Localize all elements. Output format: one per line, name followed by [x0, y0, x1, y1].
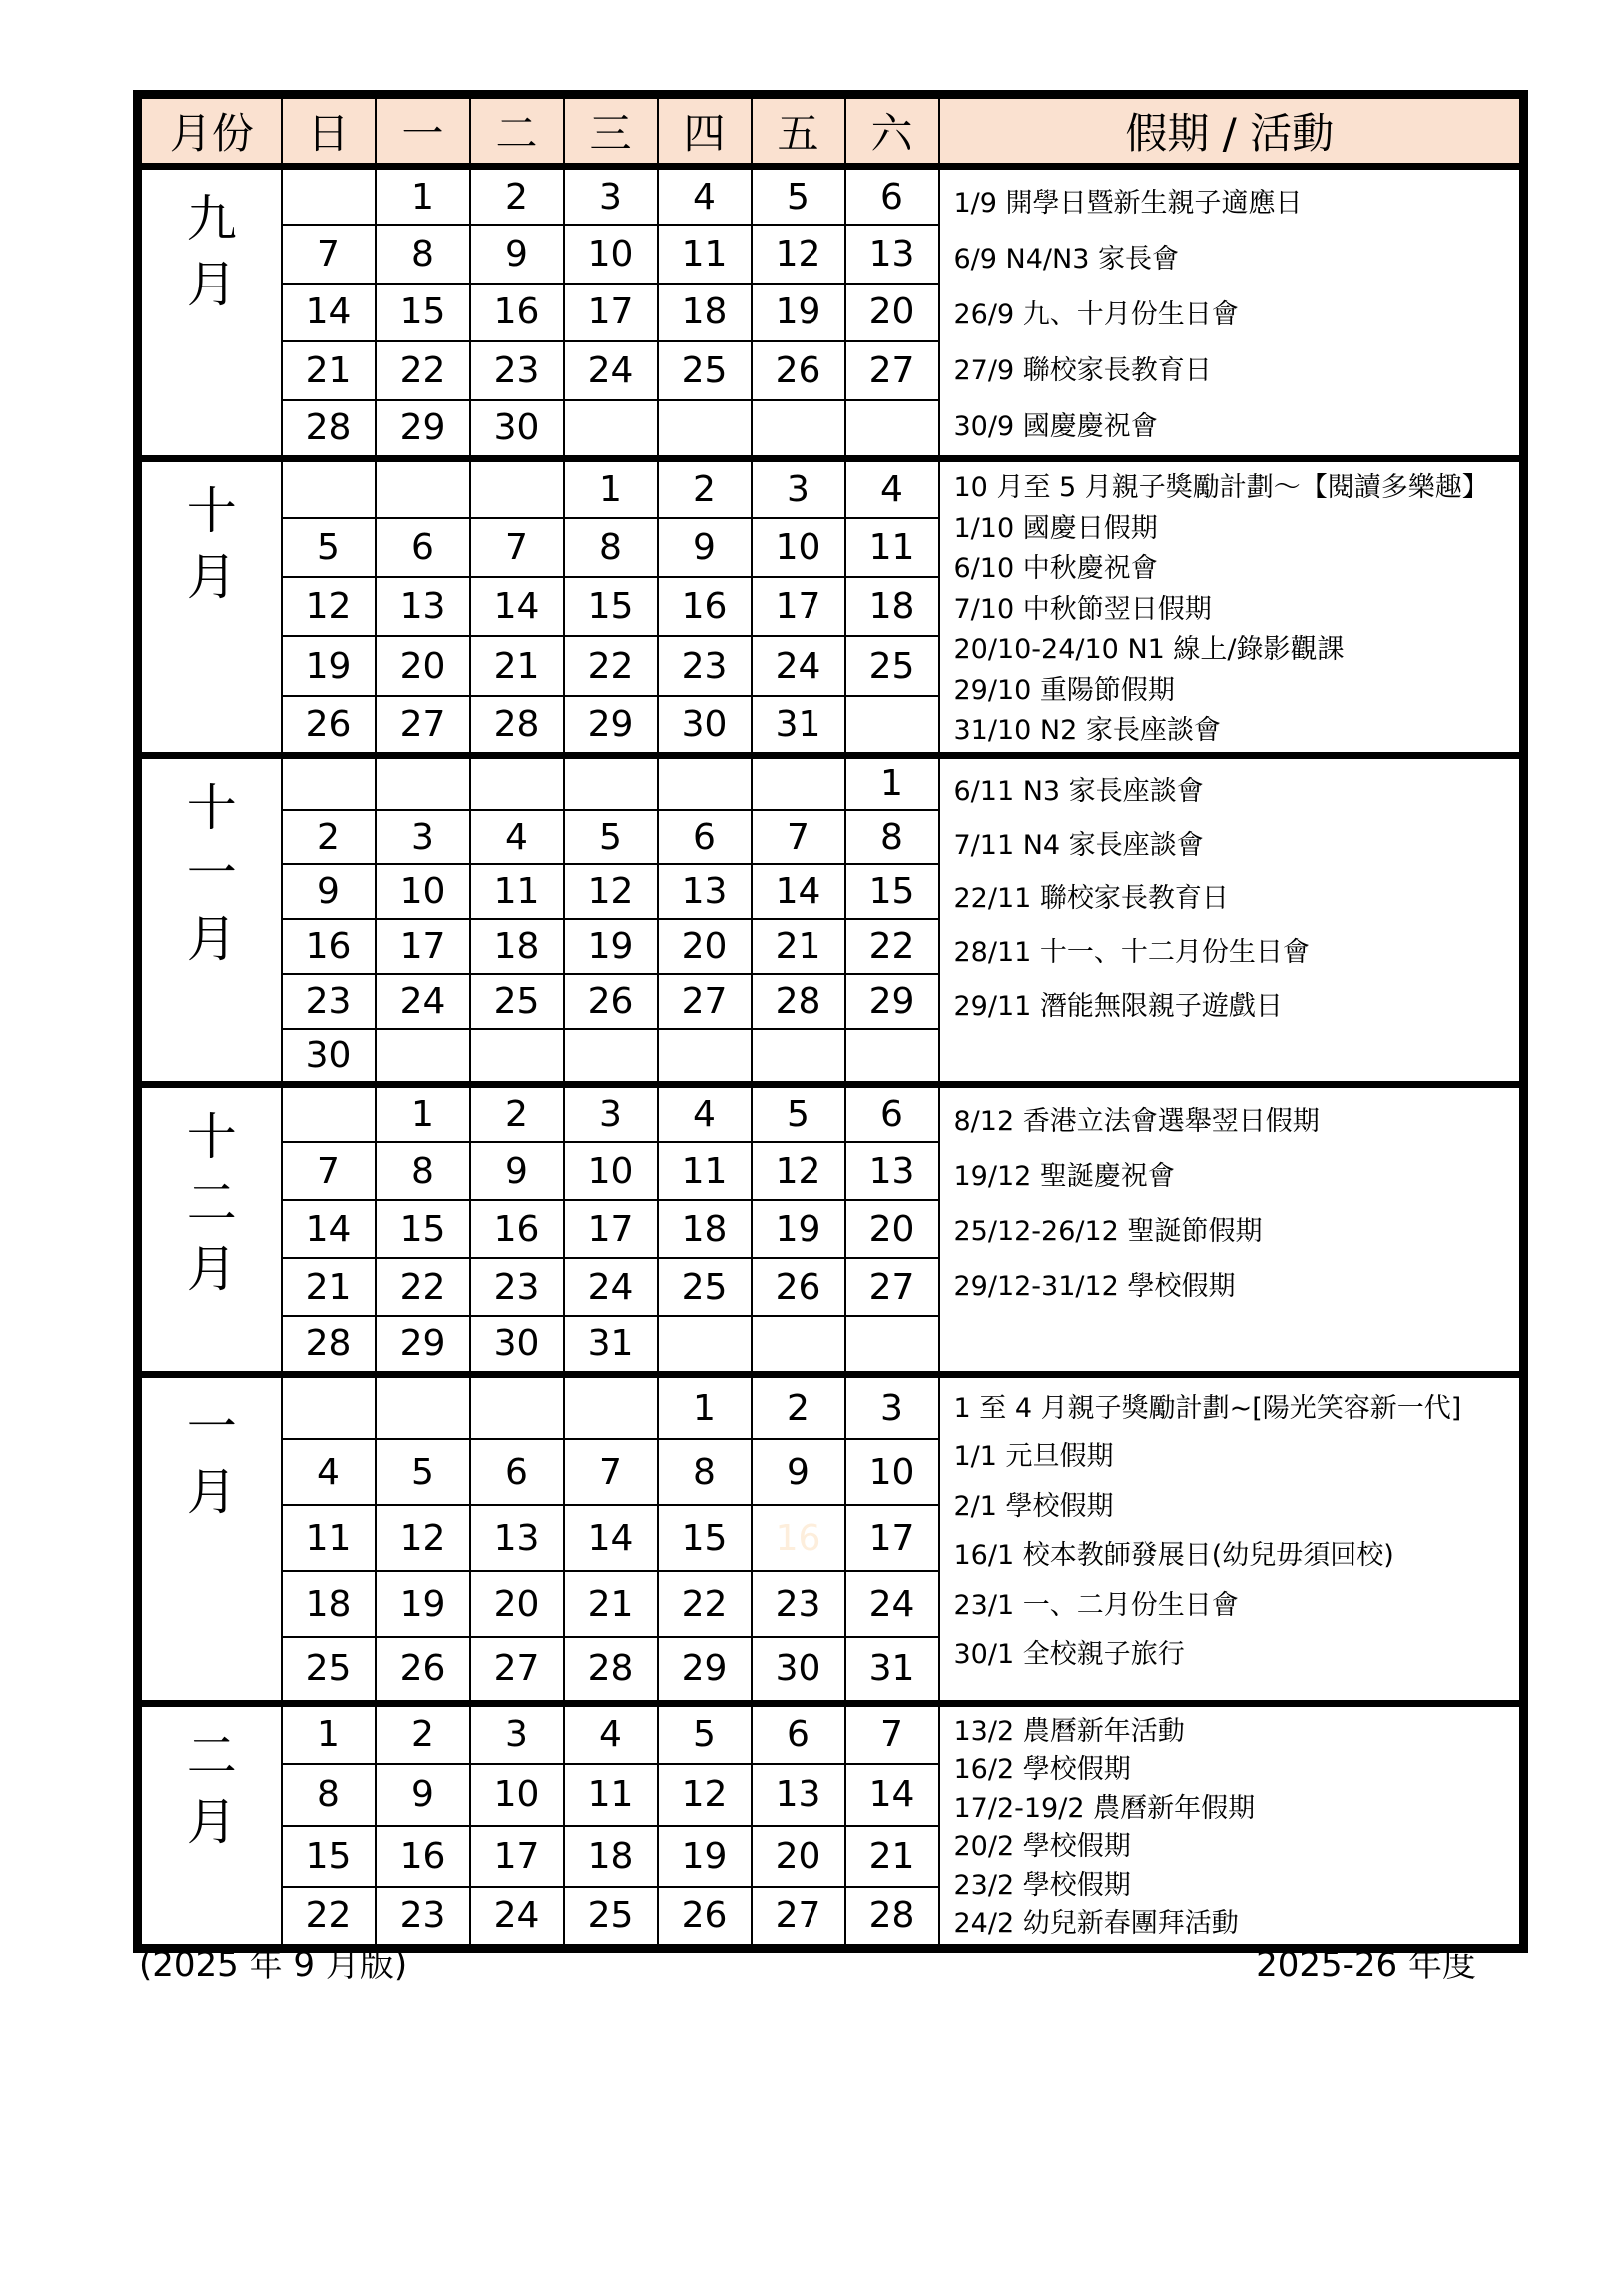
day-cell-10-31: 31	[752, 696, 845, 755]
note-line: 7/11 N4 家長座談會	[953, 829, 1204, 861]
day-cell-11-24: 24	[376, 974, 470, 1029]
day-cell-11-8: 8	[845, 810, 939, 864]
day-cell-12-16: 16	[470, 1200, 564, 1258]
day-cell-1-1: 1	[658, 1374, 752, 1439]
day-cell-2-13: 13	[752, 1764, 845, 1825]
month-label-char: 九	[186, 190, 237, 248]
day-cell-10-25: 25	[845, 636, 939, 695]
day-cell-11-9: 9	[282, 864, 376, 919]
note-line: 23/1 一、二月份生日會	[953, 1589, 1239, 1621]
day-cell-12-27: 27	[845, 1258, 939, 1316]
month-column-header: 月份	[138, 95, 282, 167]
day-cell-empty	[564, 1374, 658, 1439]
day-cell-2-12: 12	[658, 1764, 752, 1825]
day-cell-2-14: 14	[845, 1764, 939, 1825]
day-cell-11-11: 11	[470, 864, 564, 919]
day-cell-2-8: 8	[282, 1764, 376, 1825]
day-cell-10-20: 20	[376, 636, 470, 695]
day-cell-1-29: 29	[658, 1637, 752, 1703]
day-cell-12-9: 9	[470, 1142, 564, 1200]
note-line: 10 月至 5 月親子獎勵計劃～【閱讀多樂趣】	[953, 472, 1489, 503]
month-label-char: 十	[186, 778, 237, 837]
day-cell-11-20: 20	[658, 919, 752, 974]
day-cell-2-17: 17	[470, 1826, 564, 1887]
day-cell-2-27: 27	[752, 1887, 845, 1948]
month-label-char: 月	[186, 1239, 237, 1298]
day-cell-10-28: 28	[470, 696, 564, 755]
day-cell-10-6: 6	[376, 518, 470, 577]
day-cell-empty	[752, 755, 845, 810]
day-cell-empty	[282, 167, 376, 226]
day-cell-2-26: 26	[658, 1887, 752, 1948]
day-cell-9-30: 30	[470, 400, 564, 459]
day-cell-9-13: 13	[845, 225, 939, 284]
month-label-char: 二	[186, 1726, 237, 1785]
day-cell-12-12: 12	[752, 1142, 845, 1200]
note-line: 22/11 聯校家長教育日	[953, 882, 1229, 914]
day-cell-1-18: 18	[282, 1571, 376, 1637]
day-cell-2-11: 11	[564, 1764, 658, 1825]
day-cell-1-20: 20	[470, 1571, 564, 1637]
weekday-header-5: 五	[752, 95, 845, 167]
note-line: 13/2 農曆新年活動	[953, 1715, 1185, 1747]
day-cell-10-12: 12	[282, 577, 376, 636]
weekday-header-3: 三	[564, 95, 658, 167]
day-cell-9-28: 28	[282, 400, 376, 459]
day-cell-9-9: 9	[470, 225, 564, 284]
day-cell-1-22: 22	[658, 1571, 752, 1637]
day-cell-9-19: 19	[752, 284, 845, 342]
note-line: 2/1 學校假期	[953, 1490, 1114, 1522]
day-cell-empty	[845, 696, 939, 755]
day-cell-empty	[470, 755, 564, 810]
day-cell-empty	[752, 1316, 845, 1374]
day-cell-2-19: 19	[658, 1826, 752, 1887]
day-cell-9-5: 5	[752, 167, 845, 226]
day-cell-9-24: 24	[564, 341, 658, 400]
day-cell-9-26: 26	[752, 341, 845, 400]
day-cell-12-22: 22	[376, 1258, 470, 1316]
day-cell-9-22: 22	[376, 341, 470, 400]
note-line: 30/1 全校親子旅行	[953, 1639, 1185, 1670]
day-cell-11-23: 23	[282, 974, 376, 1029]
day-cell-10-19: 19	[282, 636, 376, 695]
day-cell-2-16: 16	[376, 1826, 470, 1887]
day-cell-empty	[752, 400, 845, 459]
day-cell-12-17: 17	[564, 1200, 658, 1258]
day-cell-10-27: 27	[376, 696, 470, 755]
note-line: 27/9 聯校家長教育日	[953, 355, 1212, 386]
month-10-week-1	[138, 459, 1524, 518]
notes-month-9	[939, 167, 1524, 459]
day-cell-1-16: 16	[752, 1505, 845, 1571]
day-cell-12-18: 18	[658, 1200, 752, 1258]
day-cell-empty	[845, 1029, 939, 1084]
note-line: 16/2 學校假期	[953, 1754, 1131, 1785]
day-cell-1-11: 11	[282, 1505, 376, 1571]
note-line: 17/2-19/2 農曆新年假期	[953, 1792, 1256, 1824]
day-cell-11-7: 7	[752, 810, 845, 864]
day-cell-12-6: 6	[845, 1084, 939, 1142]
day-cell-empty	[564, 1029, 658, 1084]
day-cell-9-20: 20	[845, 284, 939, 342]
day-cell-empty	[376, 459, 470, 518]
day-cell-12-19: 19	[752, 1200, 845, 1258]
day-cell-1-5: 5	[376, 1439, 470, 1505]
day-cell-2-21: 21	[845, 1826, 939, 1887]
day-cell-10-10: 10	[752, 518, 845, 577]
day-cell-12-2: 2	[470, 1084, 564, 1142]
day-cell-10-8: 8	[564, 518, 658, 577]
day-cell-12-7: 7	[282, 1142, 376, 1200]
day-cell-1-12: 12	[376, 1505, 470, 1571]
day-cell-empty	[470, 1374, 564, 1439]
note-line: 24/2 幼兒新春團拜活動	[953, 1908, 1239, 1939]
day-cell-1-23: 23	[752, 1571, 845, 1637]
day-cell-11-3: 3	[376, 810, 470, 864]
month-label-char: 月	[186, 256, 237, 313]
day-cell-1-7: 7	[564, 1439, 658, 1505]
notes-month-12	[939, 1084, 1524, 1374]
weekday-header-0: 日	[282, 95, 376, 167]
day-cell-1-17: 17	[845, 1505, 939, 1571]
day-cell-9-8: 8	[376, 225, 470, 284]
day-cell-12-11: 11	[658, 1142, 752, 1200]
day-cell-11-26: 26	[564, 974, 658, 1029]
day-cell-9-15: 15	[376, 284, 470, 342]
day-cell-12-20: 20	[845, 1200, 939, 1258]
day-cell-11-19: 19	[564, 919, 658, 974]
month-label-char: 月	[186, 548, 237, 606]
note-line: 29/12-31/12 學校假期	[953, 1270, 1236, 1302]
day-cell-2-3: 3	[470, 1703, 564, 1764]
day-cell-empty	[282, 1374, 376, 1439]
note-line: 29/10 重陽節假期	[953, 674, 1175, 706]
day-cell-2-22: 22	[282, 1887, 376, 1948]
month-9-week-1	[138, 167, 1524, 226]
day-cell-10-14: 14	[470, 577, 564, 636]
day-cell-empty	[752, 1029, 845, 1084]
day-cell-9-7: 7	[282, 225, 376, 284]
day-cell-empty	[470, 1029, 564, 1084]
day-cell-12-4: 4	[658, 1084, 752, 1142]
day-cell-2-24: 24	[470, 1887, 564, 1948]
month-label-char: 月	[186, 909, 237, 968]
day-cell-9-10: 10	[564, 225, 658, 284]
day-cell-10-18: 18	[845, 577, 939, 636]
day-cell-empty	[658, 400, 752, 459]
day-cell-empty	[564, 400, 658, 459]
weekday-header-6: 六	[845, 95, 939, 167]
day-cell-11-12: 12	[564, 864, 658, 919]
day-cell-11-5: 5	[564, 810, 658, 864]
month-label-10	[138, 459, 282, 756]
month-label-char: 月	[186, 1792, 237, 1851]
note-line: 1/9 開學日暨新生親子適應日	[953, 188, 1303, 219]
day-cell-12-28: 28	[282, 1316, 376, 1374]
note-line: 26/9 九、十月份生日會	[953, 299, 1239, 330]
note-line: 29/11 潛能無限親子遊戲日	[953, 990, 1283, 1022]
day-cell-11-17: 17	[376, 919, 470, 974]
day-cell-empty	[564, 755, 658, 810]
day-cell-9-3: 3	[564, 167, 658, 226]
day-cell-1-10: 10	[845, 1439, 939, 1505]
day-cell-11-13: 13	[658, 864, 752, 919]
note-line: 1 至 4 月親子獎勵計劃~[陽光笑容新一代]	[953, 1392, 1462, 1424]
day-cell-12-23: 23	[470, 1258, 564, 1316]
day-cell-11-16: 16	[282, 919, 376, 974]
note-line: 25/12-26/12 聖誕節假期	[953, 1215, 1263, 1247]
month-12-week-1	[138, 1084, 1524, 1142]
month-label-char: 十	[186, 1107, 237, 1166]
day-cell-10-29: 29	[564, 696, 658, 755]
day-cell-empty	[376, 1374, 470, 1439]
day-cell-10-21: 21	[470, 636, 564, 695]
day-cell-11-27: 27	[658, 974, 752, 1029]
day-cell-9-12: 12	[752, 225, 845, 284]
day-cell-2-4: 4	[564, 1703, 658, 1764]
day-cell-empty	[658, 755, 752, 810]
day-cell-10-4: 4	[845, 459, 939, 518]
day-cell-12-21: 21	[282, 1258, 376, 1316]
day-cell-empty	[282, 1084, 376, 1142]
day-cell-9-21: 21	[282, 341, 376, 400]
note-line: 19/12 聖誕慶祝會	[953, 1160, 1175, 1192]
month-label-char: 十	[186, 482, 237, 540]
note-line: 8/12 香港立法會選舉翌日假期	[953, 1105, 1320, 1137]
day-cell-1-3: 3	[845, 1374, 939, 1439]
day-cell-1-14: 14	[564, 1505, 658, 1571]
day-cell-12-30: 30	[470, 1316, 564, 1374]
day-cell-11-2: 2	[282, 810, 376, 864]
day-cell-12-26: 26	[752, 1258, 845, 1316]
day-cell-10-11: 11	[845, 518, 939, 577]
day-cell-10-17: 17	[752, 577, 845, 636]
day-cell-1-9: 9	[752, 1439, 845, 1505]
month-label-char: 二	[186, 1173, 237, 1232]
day-cell-1-2: 2	[752, 1374, 845, 1439]
day-cell-2-5: 5	[658, 1703, 752, 1764]
weekday-header-4: 四	[658, 95, 752, 167]
month-11-week-1	[138, 755, 1524, 810]
day-cell-2-2: 2	[376, 1703, 470, 1764]
day-cell-1-6: 6	[470, 1439, 564, 1505]
day-cell-11-25: 25	[470, 974, 564, 1029]
day-cell-12-8: 8	[376, 1142, 470, 1200]
day-cell-empty	[282, 755, 376, 810]
note-line: 16/1 校本教師發展日(幼兒毋須回校)	[953, 1540, 1394, 1571]
month-label-char: 月	[186, 1462, 237, 1521]
day-cell-1-21: 21	[564, 1571, 658, 1637]
month-label-2	[138, 1703, 282, 1948]
day-cell-11-10: 10	[376, 864, 470, 919]
day-cell-10-16: 16	[658, 577, 752, 636]
day-cell-10-9: 9	[658, 518, 752, 577]
day-cell-10-22: 22	[564, 636, 658, 695]
day-cell-11-1: 1	[845, 755, 939, 810]
note-line: 31/10 N2 家長座談會	[953, 715, 1221, 746]
day-cell-2-20: 20	[752, 1826, 845, 1887]
day-cell-1-28: 28	[564, 1637, 658, 1703]
day-cell-10-13: 13	[376, 577, 470, 636]
day-cell-11-6: 6	[658, 810, 752, 864]
day-cell-1-27: 27	[470, 1637, 564, 1703]
note-line: 28/11 十一、十二月份生日會	[953, 936, 1310, 968]
day-cell-12-15: 15	[376, 1200, 470, 1258]
day-cell-10-7: 7	[470, 518, 564, 577]
day-cell-2-1: 1	[282, 1703, 376, 1764]
note-line: 20/10-24/10 N1 線上/錄影觀課	[953, 634, 1345, 665]
day-cell-12-10: 10	[564, 1142, 658, 1200]
day-cell-10-5: 5	[282, 518, 376, 577]
day-cell-12-5: 5	[752, 1084, 845, 1142]
month-label-1	[138, 1374, 282, 1703]
note-line: 1/1 元旦假期	[953, 1441, 1114, 1472]
day-cell-9-16: 16	[470, 284, 564, 342]
day-cell-9-11: 11	[658, 225, 752, 284]
day-cell-2-28: 28	[845, 1887, 939, 1948]
day-cell-empty	[658, 1029, 752, 1084]
note-line: 1/10 國慶日假期	[953, 512, 1158, 544]
day-cell-11-18: 18	[470, 919, 564, 974]
day-cell-12-29: 29	[376, 1316, 470, 1374]
day-cell-empty	[282, 459, 376, 518]
school-calendar-table	[133, 90, 1528, 1953]
footer	[133, 1929, 1528, 1993]
note-line: 30/9 國慶慶祝會	[953, 411, 1158, 442]
notes-column-header: 假期 / 活動	[939, 95, 1524, 167]
note-line: 6/11 N3 家長座談會	[953, 775, 1204, 807]
day-cell-11-29: 29	[845, 974, 939, 1029]
day-cell-1-19: 19	[376, 1571, 470, 1637]
month-label-char: 一	[186, 1397, 237, 1455]
day-cell-9-17: 17	[564, 284, 658, 342]
day-cell-12-13: 13	[845, 1142, 939, 1200]
day-cell-11-21: 21	[752, 919, 845, 974]
day-cell-2-6: 6	[752, 1703, 845, 1764]
day-cell-1-31: 31	[845, 1637, 939, 1703]
day-cell-9-25: 25	[658, 341, 752, 400]
day-cell-11-30: 30	[282, 1029, 376, 1084]
day-cell-2-18: 18	[564, 1826, 658, 1887]
day-cell-1-30: 30	[752, 1637, 845, 1703]
day-cell-9-14: 14	[282, 284, 376, 342]
day-cell-12-3: 3	[564, 1084, 658, 1142]
weekday-header-2: 二	[470, 95, 564, 167]
day-cell-9-1: 1	[376, 167, 470, 226]
day-cell-1-13: 13	[470, 1505, 564, 1571]
month-label-9	[138, 167, 282, 459]
day-cell-1-25: 25	[282, 1637, 376, 1703]
month-label-char: 一	[186, 844, 237, 902]
day-cell-10-2: 2	[658, 459, 752, 518]
day-cell-10-1: 1	[564, 459, 658, 518]
day-cell-11-28: 28	[752, 974, 845, 1029]
day-cell-10-24: 24	[752, 636, 845, 695]
note-line: 7/10 中秋節翌日假期	[953, 593, 1212, 625]
day-cell-10-3: 3	[752, 459, 845, 518]
school-year-label: 2025-26 年度	[1256, 1944, 1476, 1985]
day-cell-2-7: 7	[845, 1703, 939, 1764]
day-cell-12-14: 14	[282, 1200, 376, 1258]
day-cell-1-4: 4	[282, 1439, 376, 1505]
day-cell-2-25: 25	[564, 1887, 658, 1948]
day-cell-empty	[658, 1316, 752, 1374]
day-cell-10-23: 23	[658, 636, 752, 695]
day-cell-10-15: 15	[564, 577, 658, 636]
day-cell-empty	[845, 400, 939, 459]
day-cell-12-31: 31	[564, 1316, 658, 1374]
note-line: 20/2 學校假期	[953, 1831, 1131, 1862]
day-cell-11-14: 14	[752, 864, 845, 919]
notes-month-2	[939, 1703, 1524, 1948]
day-cell-9-27: 27	[845, 341, 939, 400]
day-cell-11-15: 15	[845, 864, 939, 919]
day-cell-1-26: 26	[376, 1637, 470, 1703]
note-line: 6/9 N4/N3 家長會	[953, 244, 1179, 275]
day-cell-10-26: 26	[282, 696, 376, 755]
day-cell-empty	[376, 1029, 470, 1084]
day-cell-2-9: 9	[376, 1764, 470, 1825]
day-cell-empty	[845, 1316, 939, 1374]
day-cell-1-15: 15	[658, 1505, 752, 1571]
day-cell-9-6: 6	[845, 167, 939, 226]
month-label-12	[138, 1084, 282, 1374]
day-cell-1-24: 24	[845, 1571, 939, 1637]
month-1-week-1	[138, 1374, 1524, 1439]
day-cell-11-22: 22	[845, 919, 939, 974]
day-cell-1-8: 8	[658, 1439, 752, 1505]
month-label-11	[138, 755, 282, 1084]
notes-month-10	[939, 459, 1524, 756]
day-cell-9-29: 29	[376, 400, 470, 459]
weekday-header-row	[138, 95, 1524, 167]
day-cell-empty	[470, 459, 564, 518]
month-2-week-1	[138, 1703, 1524, 1764]
weekday-header-1: 一	[376, 95, 470, 167]
note-line: 6/10 中秋慶祝會	[953, 553, 1158, 584]
day-cell-12-25: 25	[658, 1258, 752, 1316]
day-cell-9-18: 18	[658, 284, 752, 342]
day-cell-2-10: 10	[470, 1764, 564, 1825]
day-cell-empty	[376, 755, 470, 810]
day-cell-2-23: 23	[376, 1887, 470, 1948]
day-cell-10-30: 30	[658, 696, 752, 755]
version-note: (2025 年 9 月版)	[139, 1944, 408, 1985]
day-cell-12-1: 1	[376, 1084, 470, 1142]
day-cell-11-4: 4	[470, 810, 564, 864]
day-cell-2-15: 15	[282, 1826, 376, 1887]
day-cell-9-4: 4	[658, 167, 752, 226]
day-cell-12-24: 24	[564, 1258, 658, 1316]
day-cell-9-2: 2	[470, 167, 564, 226]
day-cell-9-23: 23	[470, 341, 564, 400]
notes-month-1	[939, 1374, 1524, 1703]
notes-month-11	[939, 755, 1524, 1084]
note-line: 23/2 學校假期	[953, 1869, 1131, 1901]
